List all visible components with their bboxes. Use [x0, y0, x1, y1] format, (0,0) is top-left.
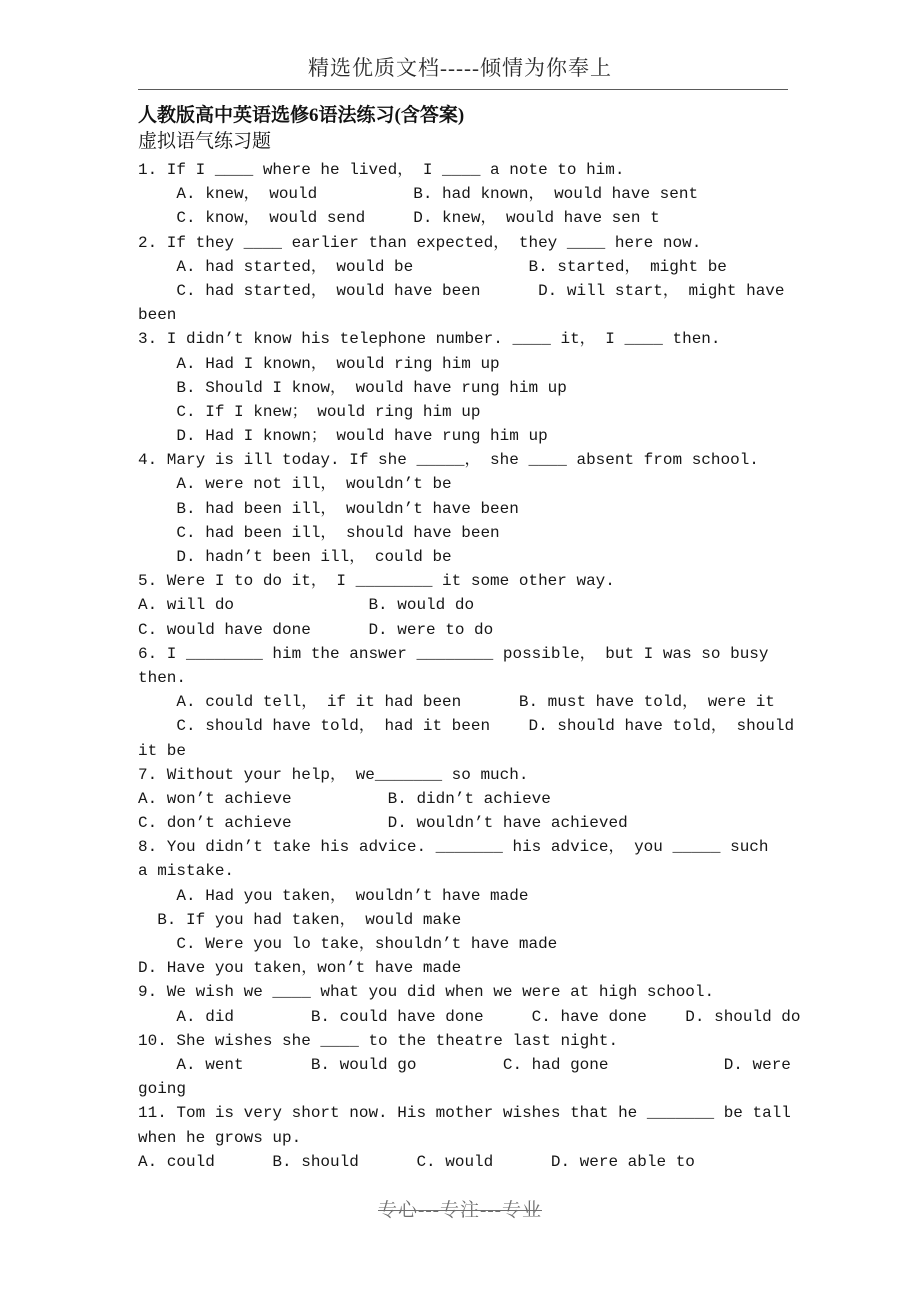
- document-line: B. had been ill， wouldn’t have been: [138, 499, 519, 518]
- document-line: A. Had I known， would ring him up: [138, 354, 500, 373]
- document-line: A. will do B. would do: [138, 596, 475, 615]
- document-line: C. had started， would have been D. will start， might have: [138, 281, 785, 300]
- document-line: A. won’t achieve B. didn’t achieve: [138, 789, 551, 808]
- document-line: C. Were you lo take，shouldn’t have made: [138, 935, 558, 953]
- document-line: 8. You didn’t take his advice. _______ his advice， you _____ such: [138, 838, 769, 857]
- document-line: 9. We wish we ____ what you did when we were at high school.: [138, 983, 715, 1002]
- document-line: then.: [138, 668, 187, 687]
- document-line: A. were not ill， wouldn’t be: [138, 475, 452, 494]
- document-line: B. Should I know， would have rung him up: [138, 378, 567, 397]
- document-line: 3. I didn’t know his telephone number. ____ it， I ____ then.: [138, 330, 721, 349]
- question-list: [138, 158, 800, 1174]
- document-line: A. went B. would go C. had gone D. were: [138, 1055, 791, 1074]
- document-title: 人教版高中英语选修6语法练习(含答案): [138, 105, 465, 126]
- document-line: it be: [138, 741, 187, 760]
- document-line: A. knew， would B. had known， would have sent: [138, 185, 699, 204]
- document-line: D. Have you taken，won’t have made: [138, 959, 462, 978]
- document-content: [0, 90, 920, 1174]
- header-watermark: 精选优质文档-----倾情为你奉上: [308, 56, 612, 80]
- document-line: 7. Without your help， we_______ so much.: [138, 765, 529, 784]
- document-line: C. don’t achieve D. wouldn’t have achieved: [138, 814, 628, 833]
- document-line: 2. If they ____ earlier than expected， they ____ here now.: [138, 233, 702, 252]
- document-line: A. could tell， if it had been B. must have told， were it: [138, 693, 775, 712]
- document-line: 10. She wishes she ____ to the theatre last night.: [138, 1031, 619, 1050]
- document-line: A. could B. should C. would D. were able to: [138, 1152, 695, 1171]
- document-line: 6. I ________ him the answer ________ possible， but I was so busy: [138, 644, 769, 663]
- document-line: A. Had you taken， wouldn’t have made: [138, 886, 529, 905]
- document-line: a mistake.: [138, 862, 235, 881]
- document-line: going: [138, 1080, 187, 1099]
- document-line: C. If I knew； would ring him up: [138, 402, 481, 421]
- document-line: 4. Mary is ill today. If she _____， she ____ absent from school.: [138, 451, 759, 470]
- document-line: 11. Tom is very short now. His mother wishes that he _______ be tall: [138, 1104, 791, 1123]
- document-line: B. If you had taken， would make: [138, 910, 462, 929]
- document-line: A. did B. could have done C. have done D. should do: [138, 1007, 801, 1026]
- document-line: 5. Were I to do it， I ________ it some other way.: [138, 572, 615, 591]
- document-line: C. had been ill， should have been: [138, 523, 500, 542]
- document-line: D. hadn’t been ill， could be: [138, 548, 452, 566]
- document-line: been: [138, 306, 177, 325]
- document-line: C. should have told， had it been D. should have told， should: [138, 717, 795, 736]
- document-line: C. know， would send D. knew， would have sen t: [138, 209, 660, 228]
- document-line: C. would have done D. were to do: [138, 620, 494, 639]
- footer-slogan: 专心---专注---专业: [378, 1200, 542, 1221]
- document-line: D. Had I known； would have rung him up: [138, 427, 548, 446]
- document-subtitle: 虚拟语气练习题: [138, 131, 272, 152]
- document-line: when he grows up.: [138, 1128, 302, 1147]
- document-line: A. had started， would be B. started， might be: [138, 257, 727, 276]
- document-line: 1. If I ____ where he lived， I ____ a note to him.: [138, 161, 625, 179]
